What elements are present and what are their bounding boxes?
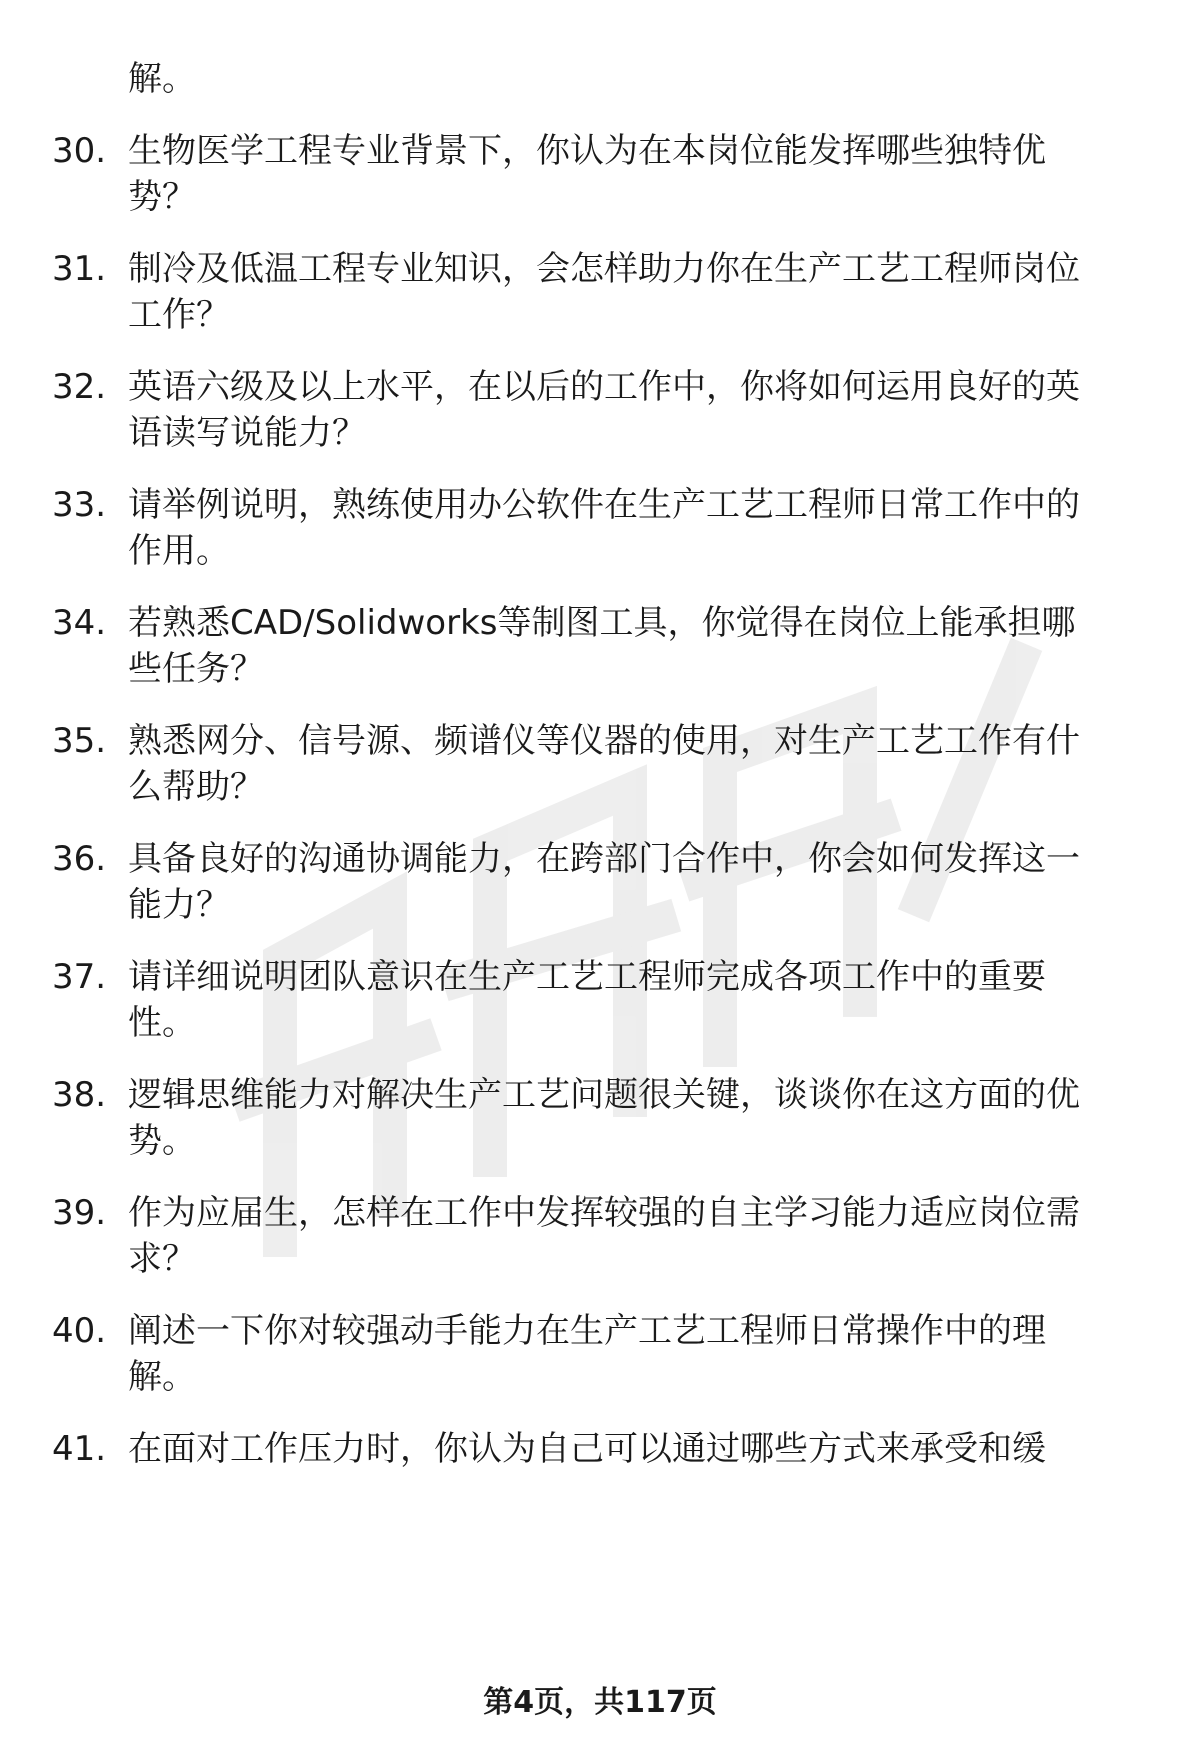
item-text-line: 具备良好的沟通协调能力，在跨部门合作中，你会如何发挥这一 bbox=[128, 839, 1080, 879]
item-number: 34. bbox=[52, 603, 107, 643]
item-text-line: 势。 bbox=[128, 1121, 196, 1161]
item-text-line: 作为应届生，怎样在工作中发挥较强的自主学习能力适应岗位需 bbox=[128, 1193, 1080, 1233]
item-text-line: 语读写说能力？ bbox=[128, 413, 366, 453]
item-number: 41. bbox=[52, 1429, 107, 1469]
item-text-line: 作用。 bbox=[128, 531, 230, 571]
item-number: 36. bbox=[52, 839, 107, 879]
item-number: 31. bbox=[52, 249, 107, 289]
item-text-line: 制冷及低温工程专业知识，会怎样助力你在生产工艺工程师岗位 bbox=[128, 249, 1080, 289]
item-text-line: 请举例说明，熟练使用办公软件在生产工艺工程师日常工作中的 bbox=[128, 485, 1080, 525]
item-text-line: 逻辑思维能力对解决生产工艺问题很关键，谈谈你在这方面的优 bbox=[128, 1075, 1080, 1115]
page-footer: 第4页，共117页 bbox=[483, 1685, 717, 1720]
item-number: 35. bbox=[52, 721, 107, 761]
item-text-line: 性。 bbox=[128, 1003, 196, 1043]
item-number: 33. bbox=[52, 485, 107, 525]
item-text-line: 工作？ bbox=[128, 295, 230, 335]
item-number: 30. bbox=[52, 131, 107, 171]
item-text-line: 势？ bbox=[128, 177, 196, 217]
item-text-line: 若熟悉CAD/Solidworks等制图工具，你觉得在岗位上能承担哪 bbox=[128, 603, 1076, 643]
item-text-line: 生物医学工程专业背景下，你认为在本岗位能发挥哪些独特优 bbox=[128, 131, 1046, 171]
item-text-line: 能力？ bbox=[128, 885, 230, 925]
item-text-line: 些任务？ bbox=[128, 649, 264, 689]
item-text-line: 么帮助？ bbox=[128, 767, 264, 807]
item-text-line: 熟悉网分、信号源、频谱仪等仪器的使用，对生产工艺工作有什 bbox=[128, 721, 1080, 761]
item-number: 37. bbox=[52, 957, 107, 997]
item-number: 40. bbox=[52, 1311, 107, 1351]
item-number: 38. bbox=[52, 1075, 107, 1115]
item-number: 39. bbox=[52, 1193, 107, 1233]
item-text-line: 阐述一下你对较强动手能力在生产工艺工程师日常操作中的理 bbox=[128, 1311, 1046, 1351]
item-number: 32. bbox=[52, 367, 107, 407]
item-text-line: 解。 bbox=[128, 59, 196, 99]
list-item-continuation bbox=[128, 56, 1148, 102]
item-text-line: 英语六级及以上水平，在以后的工作中，你将如何运用良好的英 bbox=[128, 367, 1080, 407]
item-text-line: 解。 bbox=[128, 1357, 196, 1397]
item-text-line: 求？ bbox=[128, 1239, 196, 1279]
item-text-line: 在面对工作压力时，你认为自己可以通过哪些方式来承受和缓 bbox=[128, 1429, 1046, 1469]
item-text-line: 请详细说明团队意识在生产工艺工程师完成各项工作中的重要 bbox=[128, 957, 1046, 997]
